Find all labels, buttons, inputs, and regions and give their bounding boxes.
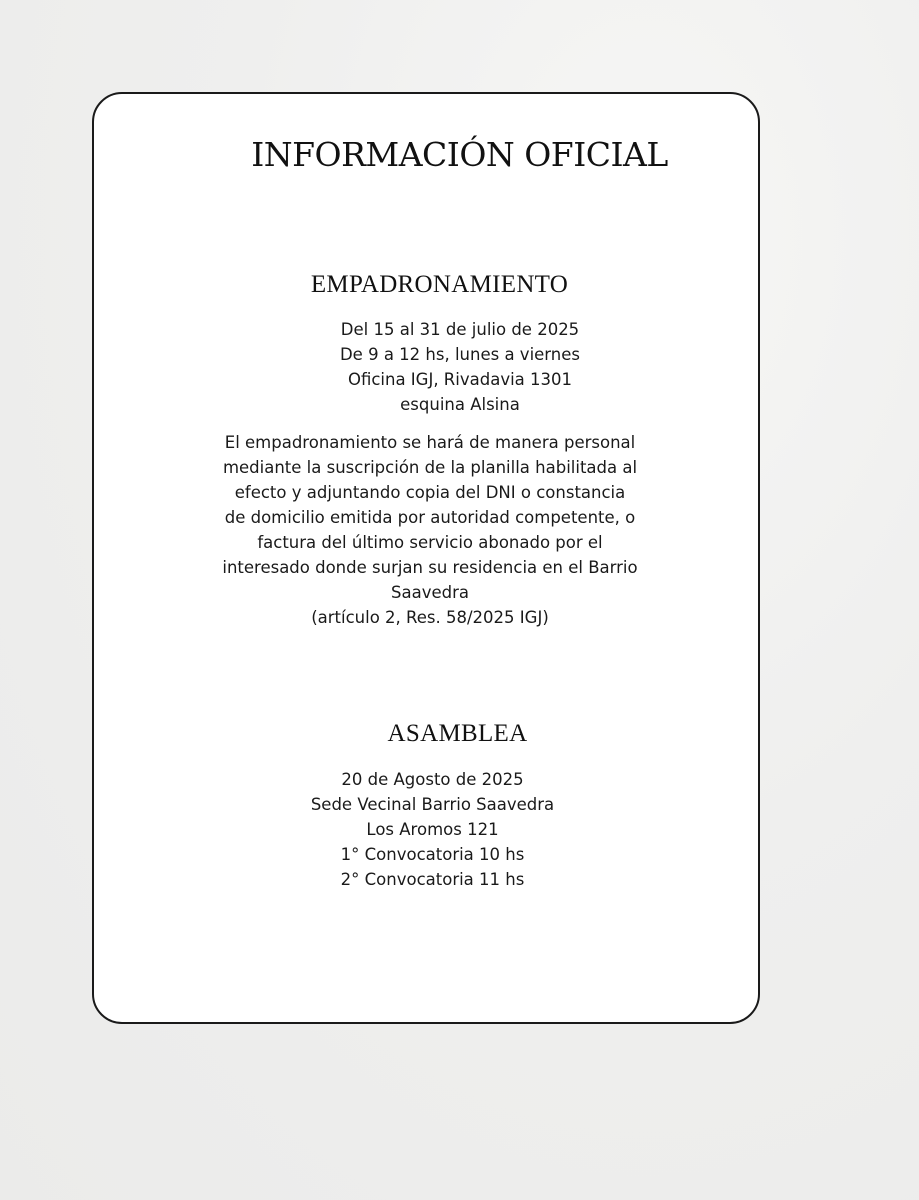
paragraph-line: mediante la suscripción de la planilla habilitada al <box>222 458 638 477</box>
asamblea-date: 20 de Agosto de 2025 <box>341 770 524 789</box>
asamblea-address: Los Aromos 121 <box>366 820 499 839</box>
asamblea-venue: Sede Vecinal Barrio Saavedra <box>310 795 555 814</box>
empadronamiento-hours: De 9 a 12 hs, lunes a viernes <box>339 345 581 364</box>
paragraph-line: interesado donde surjan su residencia en el Barrio <box>222 558 638 577</box>
asamblea-details <box>260 767 605 892</box>
empadronamiento-dates: Del 15 al 31 de julio de 2025 <box>340 320 580 339</box>
empadronamiento-paragraph <box>180 430 680 630</box>
asamblea-first-call: 1° Convocatoria 10 hs <box>340 845 525 864</box>
paragraph-line: El empadronamiento se hará de manera personal <box>224 433 636 452</box>
paragraph-line: de domicilio emitida por autoridad competente, o <box>224 508 636 527</box>
paragraph-line: factura del último servicio abonado por el <box>257 533 603 552</box>
legal-reference: (artículo 2, Res. 58/2025 IGJ) <box>311 608 549 627</box>
paragraph-line: Saavedra <box>391 583 469 602</box>
empadronamiento-heading: EMPADRONAMIENTO <box>310 271 569 298</box>
empadronamiento-details <box>300 317 620 417</box>
asamblea-second-call: 2° Convocatoria 11 hs <box>340 870 525 889</box>
page-title: INFORMACIÓN OFICIAL <box>251 135 668 174</box>
empadronamiento-office: Oficina IGJ, Rivadavia 1301 <box>347 370 573 389</box>
empadronamiento-corner: esquina Alsina <box>400 395 520 414</box>
paragraph-line: efecto y adjuntando copia del DNI o constancia <box>234 483 626 502</box>
asamblea-heading: ASAMBLEA <box>387 720 528 747</box>
